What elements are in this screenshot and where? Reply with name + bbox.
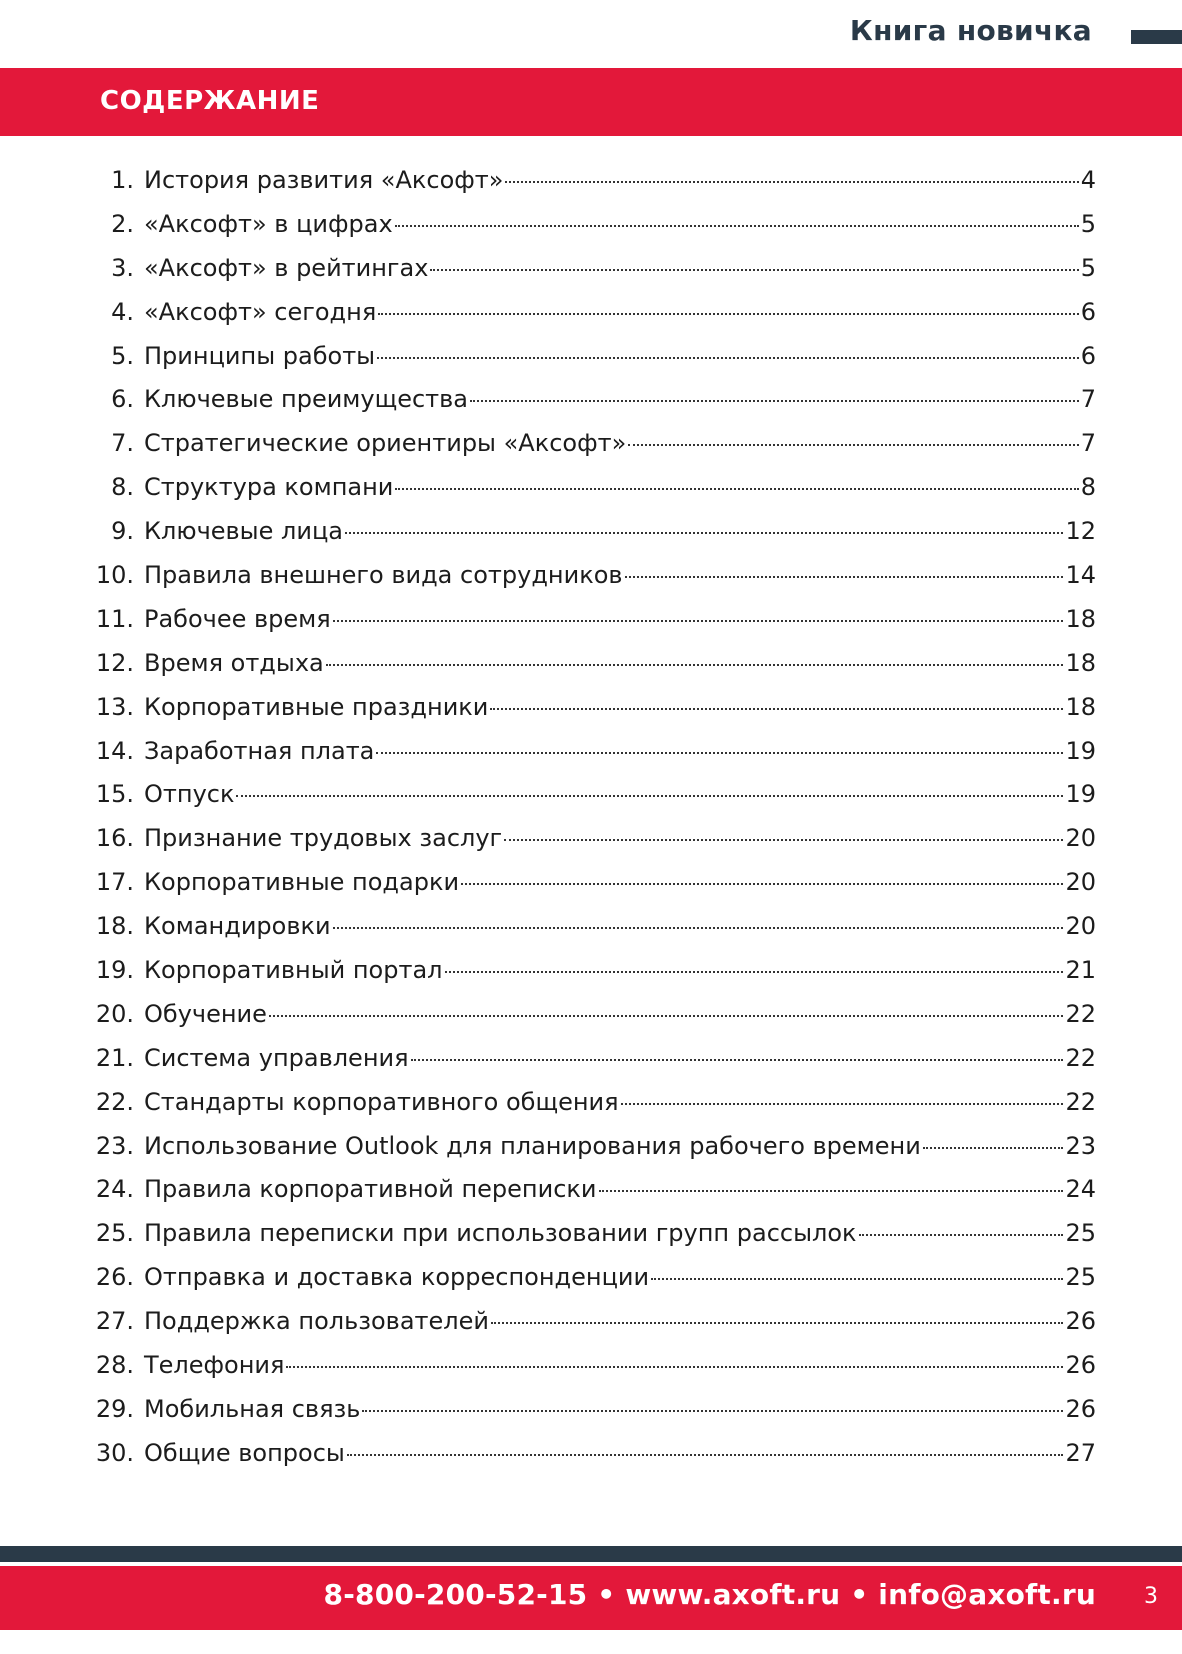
header-accent-bar — [1131, 30, 1182, 44]
toc-entry-title: Признание трудовых заслуг — [144, 824, 503, 853]
toc-entry-number: 17. — [95, 868, 134, 897]
toc-entry-page: 21 — [1065, 956, 1096, 985]
dot-leader — [504, 839, 1063, 841]
toc-entry-23[interactable] — [84, 1132, 1096, 1176]
toc-entry-title: Правила переписки при использовании групп рассылок — [144, 1219, 857, 1248]
dot-leader — [621, 1103, 1064, 1105]
toc-entry-title: Отправка и доставка корреспонденции — [144, 1263, 650, 1292]
toc-entry-page: 20 — [1065, 824, 1096, 853]
toc-entry-page: 27 — [1065, 1438, 1096, 1467]
dot-leader — [430, 269, 1078, 271]
toc-entry-26[interactable] — [84, 1263, 1096, 1307]
toc-entry-title: Стратегические ориентиры «Аксофт» — [144, 429, 627, 458]
toc-entry-page: 6 — [1080, 297, 1096, 326]
toc-entry-title: Корпоративные праздники — [144, 692, 489, 721]
toc-entry-page: 18 — [1065, 648, 1096, 677]
toc-entry-page: 25 — [1065, 1263, 1096, 1292]
toc-entry-number: 30. — [95, 1438, 134, 1467]
toc-entry-number: 13. — [95, 692, 134, 721]
dot-leader — [461, 883, 1063, 885]
toc-entry-number: 8. — [111, 473, 134, 502]
dot-leader — [395, 488, 1078, 490]
toc-entry-7[interactable] — [84, 429, 1096, 473]
toc-entry-30[interactable] — [84, 1439, 1096, 1483]
dot-leader — [333, 927, 1064, 929]
toc-entry-page: 6 — [1080, 341, 1096, 370]
toc-entry-2[interactable] — [84, 210, 1096, 254]
toc-entry-10[interactable] — [84, 561, 1096, 605]
toc-entry-19[interactable] — [84, 956, 1096, 1000]
toc-entry-13[interactable] — [84, 693, 1096, 737]
toc-entry-title: Мобильная связь — [144, 1394, 361, 1423]
toc-entry-title: Поддержка пользователей — [144, 1307, 489, 1336]
toc-entry-title: Ключевые лица — [144, 517, 343, 546]
toc-entry-title: Принципы работы — [144, 341, 376, 370]
toc-entry-title: Стандарты корпоративного общения — [144, 1087, 619, 1116]
dot-leader — [625, 576, 1064, 578]
footer-divider — [0, 1546, 1182, 1562]
toc-entry-17[interactable] — [84, 868, 1096, 912]
toc-entry-12[interactable] — [84, 649, 1096, 693]
dot-leader — [362, 1410, 1063, 1412]
toc-entry-number: 18. — [95, 912, 134, 941]
toc-entry-page: 14 — [1065, 561, 1096, 590]
toc-entry-page: 25 — [1065, 1219, 1096, 1248]
toc-entry-page: 12 — [1065, 517, 1096, 546]
toc-entry-25[interactable] — [84, 1219, 1096, 1263]
toc-entry-number: 21. — [95, 1043, 134, 1072]
dot-leader — [376, 752, 1063, 754]
toc-entry-number: 24. — [95, 1175, 134, 1204]
toc-entry-number: 27. — [95, 1307, 134, 1336]
dot-leader — [490, 708, 1063, 710]
toc-entry-title: Рабочее время — [144, 604, 331, 633]
toc-entry-number: 5. — [111, 341, 134, 370]
toc-entry-number: 19. — [95, 956, 134, 985]
dot-leader — [505, 181, 1078, 183]
toc-entry-number: 1. — [111, 166, 134, 194]
toc-entry-page: 5 — [1080, 209, 1096, 238]
dot-leader — [859, 1234, 1064, 1236]
toc-entry-title: Структура компани — [144, 473, 394, 502]
dot-leader — [470, 400, 1079, 402]
toc-entry-27[interactable] — [84, 1307, 1096, 1351]
toc-entry-number: 14. — [95, 736, 134, 765]
toc-entry-page: 18 — [1065, 692, 1096, 721]
toc-entry-page: 22 — [1065, 999, 1096, 1028]
toc-entry-number: 25. — [95, 1219, 134, 1248]
dot-leader — [236, 795, 1063, 797]
toc-entry-28[interactable] — [84, 1351, 1096, 1395]
toc-entry-title: Использование Outlook для планирования рабочего времени — [144, 1131, 921, 1160]
dot-leader — [395, 225, 1079, 227]
toc-entry-page: 20 — [1065, 912, 1096, 941]
toc-entry-number: 29. — [95, 1394, 134, 1423]
dot-leader — [378, 313, 1078, 315]
toc-entry-20[interactable] — [84, 1000, 1096, 1044]
toc-entry-page: 19 — [1065, 780, 1096, 809]
toc-entry-title: Система управления — [144, 1043, 409, 1072]
toc-entry-16[interactable] — [84, 824, 1096, 868]
toc-entry-5[interactable] — [84, 342, 1096, 386]
toc-entry-number: 4. — [111, 297, 134, 326]
toc-entry-page: 19 — [1065, 736, 1096, 765]
dot-leader — [286, 1366, 1063, 1368]
toc-entry-number: 12. — [95, 648, 134, 677]
toc-entry-page: 23 — [1065, 1131, 1096, 1160]
toc-entry-number: 15. — [95, 780, 134, 809]
footer-contact-info: 8-800-200-52-15 • www.axoft.ru • info@axoft.ru — [323, 1578, 1096, 1611]
toc-entry-title: Телефония — [144, 1351, 285, 1380]
toc-entry-page: 7 — [1080, 429, 1096, 458]
toc-entry-page: 24 — [1065, 1175, 1096, 1204]
toc-entry-title: Отпуск — [144, 780, 235, 809]
toc-entry-title: Правила внешнего вида сотрудников — [144, 561, 623, 590]
toc-entry-title: Правила корпоративной переписки — [144, 1175, 597, 1204]
toc-entry-number: 2. — [111, 209, 134, 238]
toc-entry-page: 22 — [1065, 1087, 1096, 1116]
toc-entry-14[interactable] — [84, 737, 1096, 781]
toc-entry-21[interactable] — [84, 1044, 1096, 1088]
dot-leader — [411, 1059, 1064, 1061]
toc-entry-page: 22 — [1065, 1043, 1096, 1072]
dot-leader — [333, 620, 1064, 622]
toc-entry-page: 18 — [1065, 604, 1096, 633]
toc-entry-title: Заработная плата — [144, 736, 375, 765]
book-title: Книга новичка — [849, 14, 1092, 47]
toc-entry-number: 16. — [95, 824, 134, 853]
toc-entry-number: 9. — [111, 517, 134, 546]
dot-leader — [326, 664, 1064, 666]
toc-entry-title: Ключевые преимущества — [144, 385, 469, 414]
toc-entry-number: 22. — [95, 1087, 134, 1116]
dot-leader — [445, 971, 1064, 973]
toc-entry-18[interactable] — [84, 912, 1096, 956]
toc-entry-3[interactable] — [84, 254, 1096, 298]
toc-entry-number: 28. — [95, 1351, 134, 1380]
toc-entry-8[interactable] — [84, 473, 1096, 517]
toc-entry-page: 5 — [1080, 253, 1096, 282]
toc-entry-6[interactable] — [84, 385, 1096, 429]
toc-entry-15[interactable] — [84, 780, 1096, 824]
toc-entry-22[interactable] — [84, 1088, 1096, 1132]
dot-leader — [651, 1278, 1063, 1280]
toc-entry-title: История развития «Аксофт» — [144, 166, 504, 194]
dot-leader — [491, 1322, 1063, 1324]
dot-leader — [599, 1190, 1064, 1192]
dot-leader — [347, 1454, 1064, 1456]
toc-entry-4[interactable] — [84, 298, 1096, 342]
toc-entry-number: 7. — [111, 429, 134, 458]
toc-entry-title: Время отдыха — [144, 648, 324, 677]
toc-entry-page: 26 — [1065, 1394, 1096, 1423]
toc-entry-number: 6. — [111, 385, 134, 414]
page-number: 3 — [1144, 1584, 1158, 1609]
toc-entry-number: 10. — [95, 561, 134, 590]
toc-entry-title: Корпоративные подарки — [144, 868, 460, 897]
toc-entry-page: 7 — [1080, 385, 1096, 414]
toc-entry-page: 26 — [1065, 1307, 1096, 1336]
toc-entry-page: 4 — [1080, 166, 1096, 194]
dot-leader — [269, 1015, 1064, 1017]
toc-entry-title: Командировки — [144, 912, 331, 941]
toc-entry-number: 3. — [111, 253, 134, 282]
toc-entry-number: 20. — [95, 999, 134, 1028]
toc-entry-number: 26. — [95, 1263, 134, 1292]
dot-leader — [345, 532, 1063, 534]
toc-entry-title: «Аксофт» в рейтингах — [144, 253, 429, 282]
toc-entry-9[interactable] — [84, 517, 1096, 561]
table-of-contents — [84, 166, 1096, 1483]
toc-entry-title: «Аксофт» в цифрах — [144, 209, 393, 238]
toc-entry-number: 11. — [95, 604, 134, 633]
toc-entry-11[interactable] — [84, 605, 1096, 649]
toc-entry-title: «Аксофт» сегодня — [144, 297, 377, 326]
toc-entry-title: Обучение — [144, 999, 267, 1028]
section-title: СОДЕРЖАНИЕ — [100, 86, 320, 116]
toc-entry-page: 20 — [1065, 868, 1096, 897]
toc-entry-page: 8 — [1080, 473, 1096, 502]
toc-entry-24[interactable] — [84, 1175, 1096, 1219]
toc-entry-number: 23. — [95, 1131, 134, 1160]
toc-entry-1[interactable] — [84, 166, 1096, 210]
dot-leader — [628, 444, 1078, 446]
dot-leader — [923, 1147, 1064, 1149]
toc-entry-title: Корпоративный портал — [144, 956, 443, 985]
toc-entry-page: 26 — [1065, 1351, 1096, 1380]
toc-entry-title: Общие вопросы — [144, 1438, 345, 1467]
toc-entry-29[interactable] — [84, 1395, 1096, 1439]
dot-leader — [377, 357, 1079, 359]
